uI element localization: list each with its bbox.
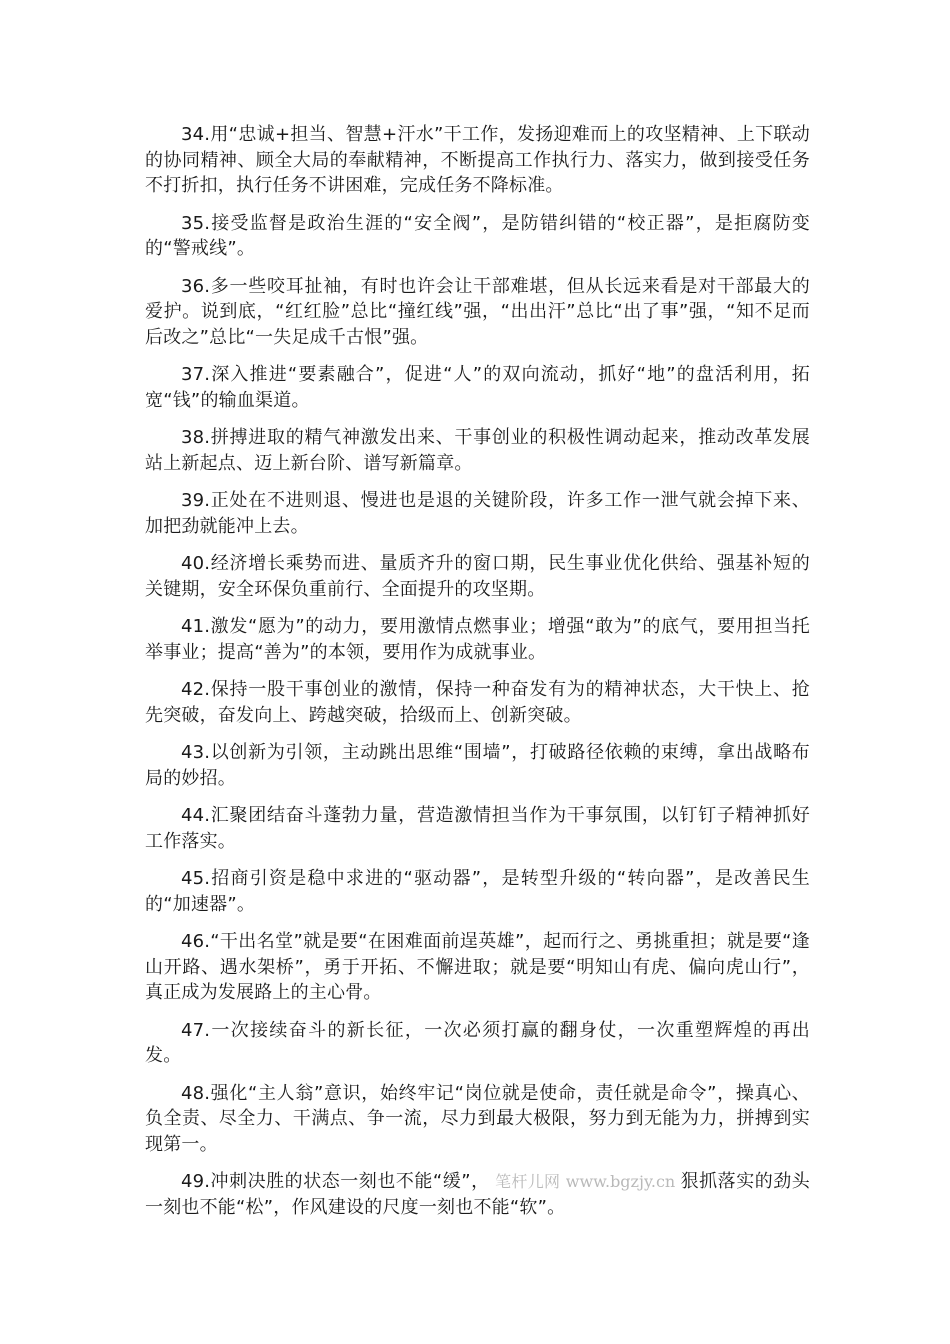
paragraph-40: 40.经济增长乘势而进、量质齐升的窗口期，民生事业优化供给、强基补短的关键期，安全环保负重前行、全面提升的攻坚期。 <box>145 553 810 600</box>
paragraph-49 <box>145 1169 810 1220</box>
paragraph-34: 34.用“忠诚+担当、智慧+汗水”干工作，发扬迎难而上的攻坚精神、上下联动的协同精神、顾全大局的奉献精神，不断提高工作执行力、落实力，做到接受任务不打折扣，执行任务不讲困难，完成任务不降标准。 <box>145 124 810 196</box>
paragraph-46: 46.“干出名堂”就是要“在困难面前逞英雄”，起而行之、勇挑重担；就是要“逢山开路、遇水架桥”，勇于开拓、不懈进取；就是要“明知山有虎、偏向虎山行”，真正成为发展路上的主心骨。 <box>145 931 810 1003</box>
paragraph-35: 35.接受监督是政治生涯的“安全阀”，是防错纠错的“校正器”，是拒腐防变的“警戒线”。 <box>145 212 810 259</box>
paragraph-39: 39.正处在不进则退、慢进也是退的关键阶段，许多工作一泄气就会掉下来、加把劲就能冲上去。 <box>145 490 810 537</box>
watermark-text: 笔杆儿网 www.bgzjy.cn <box>489 1172 681 1191</box>
paragraph-47: 47.一次接续奋斗的新长征，一次必须打赢的翻身仗，一次重塑辉煌的再出发。 <box>145 1019 810 1066</box>
document-body <box>145 122 810 1232</box>
paragraph-49-start: 49.冲刺决胜的状态一刻也不能“缓”， <box>181 1171 490 1192</box>
paragraph-38: 38.拼搏进取的精气神激发出来、干事创业的积极性调动起来，推动改革发展站上新起点、迈上新台阶、谱写新篇章。 <box>145 427 810 474</box>
paragraph-44: 44.汇聚团结奋斗蓬勃力量，营造激情担当作为干事氛围，以钉钉子精神抓好工作落实。 <box>145 805 810 852</box>
paragraph-42: 42.保持一股干事创业的激情，保持一种奋发有为的精神状态，大干快上、抢先突破，奋发向上、跨越突破，拾级而上、创新突破。 <box>145 679 810 726</box>
paragraph-37: 37.深入推进“要素融合”，促进“人”的双向流动，抓好“地”的盘活利用，拓宽“钱”的输血渠道。 <box>145 364 810 411</box>
paragraph-48: 48.强化“主人翁”意识，始终牢记“岗位就是使命，责任就是命令”，操真心、负全责、尽全力、干满点、争一流，尽力到最大极限，努力到无能为力，拼搏到实现第一。 <box>145 1082 810 1155</box>
paragraph-45: 45.招商引资是稳中求进的“驱动器”，是转型升级的“转向器”，是改善民生的“加速器”。 <box>145 868 810 915</box>
paragraph-49-end: 狠抓落实的劲头一刻也不能“松”，作风建设的尺度一刻也不能“软”。 <box>145 1171 810 1218</box>
paragraph-43: 43.以创新为引领，主动跳出思维“围墙”，打破路径依赖的束缚，拿出战略布局的妙招。 <box>145 742 810 789</box>
paragraph-36: 36.多一些咬耳扯袖，有时也许会让干部难堪，但从长远来看是对干部最大的爱护。说到底，“红红脸”总比“撞红线”强，“出出汗”总比“出了事”强，“知不足而后改之”总比“一失足成千古恨”强。 <box>145 275 810 348</box>
paragraph-41: 41.激发“愿为”的动力，要用激情点燃事业；增强“敢为”的底气，要用担当托举事业；提高“善为”的本领，要用作为成就事业。 <box>145 616 810 663</box>
